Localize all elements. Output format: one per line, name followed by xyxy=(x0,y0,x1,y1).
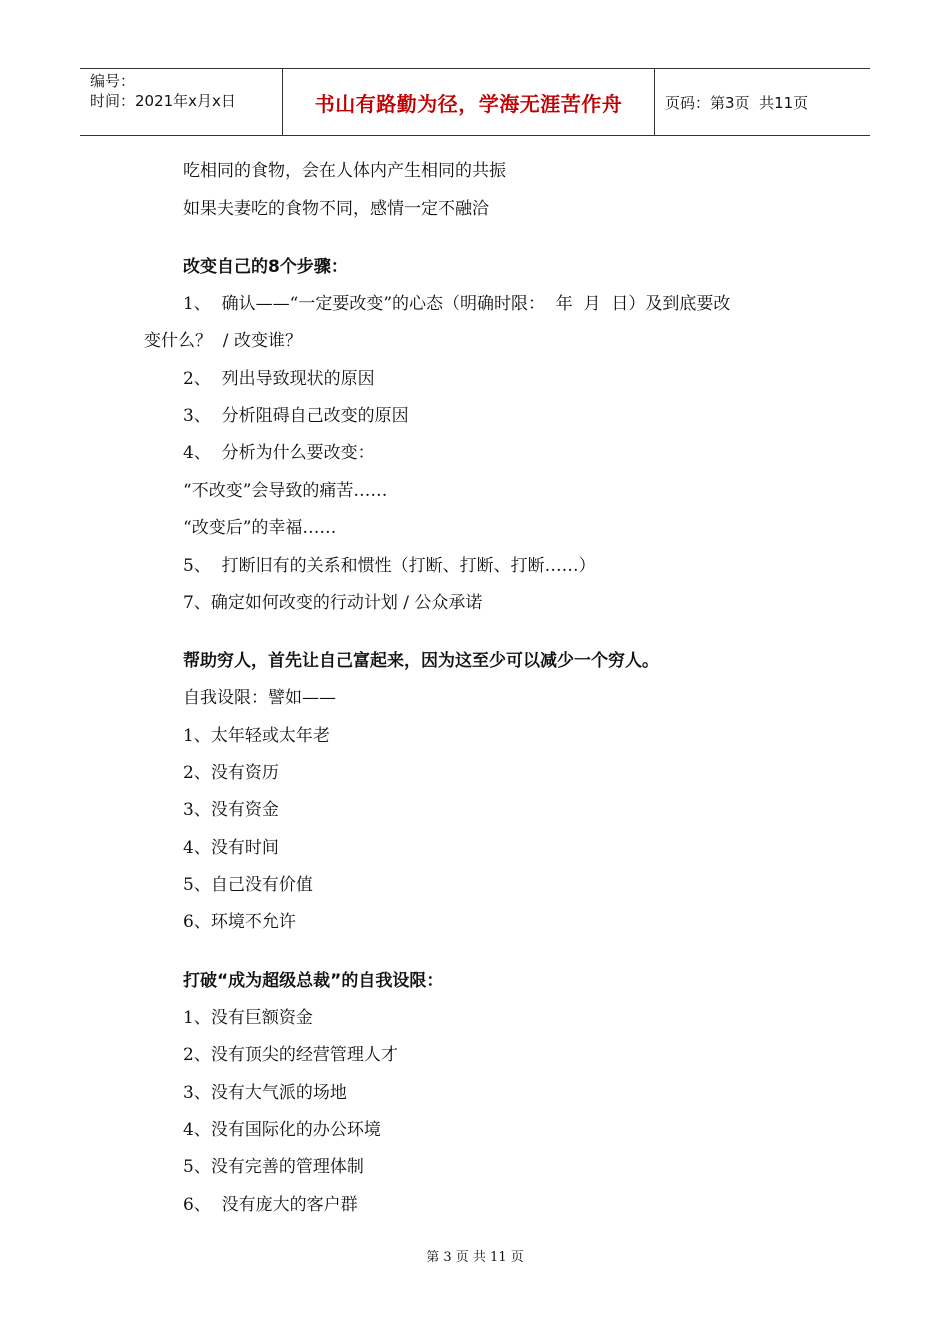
list-item: 3、没有大气派的场地 xyxy=(183,1083,347,1103)
text-line: 自我设限：譬如—— xyxy=(183,688,336,708)
text-line: “不改变”会导致的痛苦…… xyxy=(183,481,388,501)
list-item: 5、 打断旧有的关系和惯性（打断、打断、打断……） xyxy=(183,556,596,576)
page-footer: 第 3 页 共 11 页 xyxy=(426,1250,524,1265)
section-heading: 帮助穷人，首先让自己富起来，因为这至少可以减少一个穷人。 xyxy=(183,651,659,671)
section-heading: 改变自己的8个步骤： xyxy=(183,257,348,277)
list-item: 2、没有资历 xyxy=(183,763,279,783)
list-item: 3、没有资金 xyxy=(183,800,279,820)
list-item: 2、没有顶尖的经营管理人才 xyxy=(183,1045,398,1065)
list-item: 5、自己没有价值 xyxy=(183,875,313,895)
text-line: “改变后”的幸福…… xyxy=(183,518,337,538)
header-number: 编号： xyxy=(90,72,136,90)
list-item: 2、 列出导致现状的原因 xyxy=(183,369,375,389)
list-item: 6、 没有庞大的客户群 xyxy=(183,1195,358,1215)
header-motto: 书山有路勤为径，学海无涯苦作舟 xyxy=(282,69,655,135)
list-item: 1、没有巨额资金 xyxy=(183,1008,313,1028)
list-item: 4、 分析为什么要改变： xyxy=(183,443,375,463)
header-time: 时间：2021年x月x日 xyxy=(90,92,236,110)
list-item: 7、确定如何改变的行动计划 / 公众承诺 xyxy=(183,593,483,613)
list-item: 1、太年轻或太年老 xyxy=(183,726,330,746)
list-item: 5、没有完善的管理体制 xyxy=(183,1157,364,1177)
header-page-text: 页码：第3页 共11页 xyxy=(665,93,809,112)
section-heading: 打破“成为超级总裁”的自我设限： xyxy=(183,971,444,991)
header-meta xyxy=(80,69,282,135)
list-item: 6、环境不允许 xyxy=(183,912,296,932)
text-line: 吃相同的食物，会在人体内产生相同的共振 xyxy=(183,161,506,181)
list-item: 3、 分析阻碍自己改变的原因 xyxy=(183,406,409,426)
list-item: 4、没有时间 xyxy=(183,838,279,858)
list-item: 4、没有国际化的办公环境 xyxy=(183,1120,381,1140)
list-item-continuation: 变什么？ / 改变谁？ xyxy=(144,331,302,351)
text-line: 如果夫妻吃的食物不同，感情一定不融洽 xyxy=(183,199,489,219)
list-item: 1、 确认——“一定要改变”的心态（明确时限： 年 月 日）及到底要改 xyxy=(183,294,731,314)
header-page-info xyxy=(655,69,870,135)
page-header xyxy=(80,68,870,136)
